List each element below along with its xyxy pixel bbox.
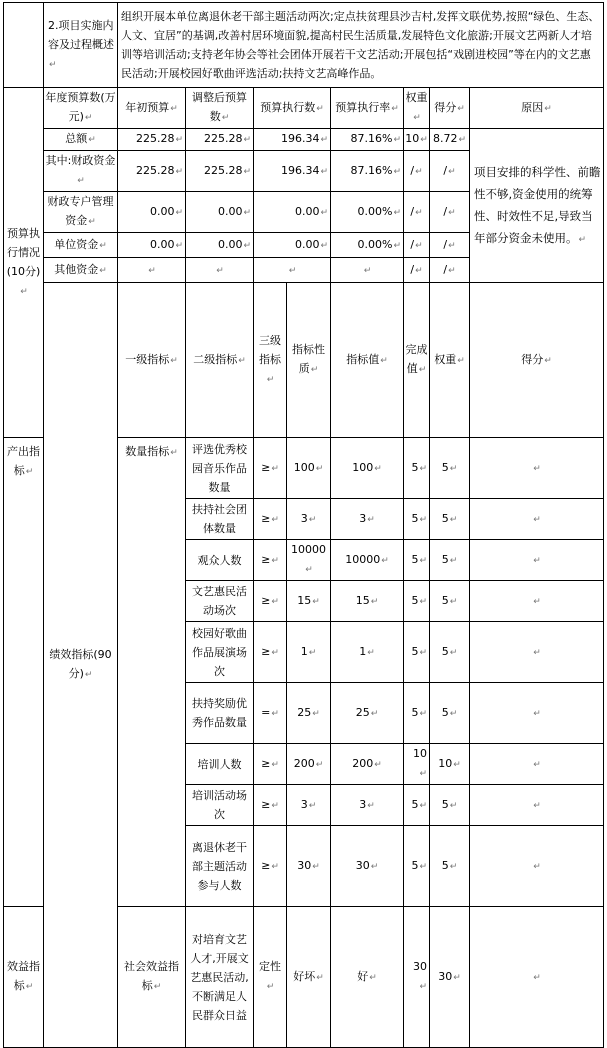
indicator-nature: ≥↵	[254, 438, 287, 499]
indicator-analysis: ↵	[470, 499, 604, 540]
budget-header-executed: 预算执行数↵	[254, 88, 331, 129]
budget-header-adjusted: 调整后预算数↵	[186, 88, 254, 129]
indicator-target: 30↵	[287, 826, 331, 907]
budget-row-weight: /↵	[404, 192, 430, 233]
budget-row-adjusted: 0.00↵	[186, 192, 254, 233]
budget-section-label: 预算执行情况(10分)↵	[4, 88, 44, 438]
indicator-target: 3↵	[287, 785, 331, 826]
budget-row-weight: /↵	[404, 258, 430, 283]
overview-content: 组织开展本单位离退休老干部主题活动两次;定点扶贫理县沙吉村,发挥文联优势,按照“绿色、生态、人文、宜居”的基调,改善村居环境面貌,提高村民生活质量,发展特色文化旅游;开展文艺两新人才培训等培训活动;支持老年协会等社会团体开展若干文艺活动;开展包括“戏剧进校园”等在内的文艺惠民活动;开展校园好歌曲评选活动;扶持文艺高峰作品。	[118, 3, 604, 88]
indicator-target: 3↵	[287, 499, 331, 540]
budget-row-adjusted: ↵	[186, 258, 254, 283]
indicator-score: 5↵	[430, 785, 470, 826]
indicator-score: 10↵	[430, 744, 470, 785]
budget-row-weight: /↵	[404, 233, 430, 258]
indicator-weight: 10↵	[404, 744, 430, 785]
indicator-nature: ≥↵	[254, 581, 287, 622]
indicator-score: 5↵	[430, 540, 470, 581]
indicator-name: 培训活动场次	[186, 785, 254, 826]
indicator-analysis: ↵	[470, 438, 604, 499]
benefit-nature: 定性↵	[254, 907, 287, 1048]
indicator-score: 5↵	[430, 438, 470, 499]
budget-header-row	[4, 88, 604, 129]
benefit-weight: 30↵	[404, 907, 430, 1048]
indicator-nature: ≥↵	[254, 785, 287, 826]
indicator-target: 15↵	[287, 581, 331, 622]
budget-row-score: /↵	[430, 151, 470, 192]
indicator-score: 5↵	[430, 683, 470, 744]
budget-row-name: 单位资金↵	[44, 233, 118, 258]
budget-row-executed: 0.00↵	[254, 192, 331, 233]
indicator-actual: 100↵	[331, 438, 404, 499]
budget-row-name: 其中:财政资金↵	[44, 151, 118, 192]
indicator-target: 100↵	[287, 438, 331, 499]
performance-section-label: 绩效指标(90分)↵	[44, 283, 118, 1048]
indicator-target: 200↵	[287, 744, 331, 785]
budget-row-executed: ↵	[254, 258, 331, 283]
budget-row-name: 财政专户管理资金↵	[44, 192, 118, 233]
indicator-nature: ≥↵	[254, 540, 287, 581]
budget-row-rate: 0.00%↵	[331, 192, 404, 233]
budget-row-score: 8.72↵	[430, 129, 470, 151]
indicator-actual: 200↵	[331, 744, 404, 785]
indicator-name: 文艺惠民活动场次	[186, 581, 254, 622]
budget-row-adjusted: 225.28↵	[186, 151, 254, 192]
indicator-actual: 10000↵	[331, 540, 404, 581]
perf-header-level1: 一级指标↵	[118, 283, 186, 438]
budget-row-rate: 0.00%↵	[331, 233, 404, 258]
overview-label: 2.项目实施内容及过程概述↵	[44, 3, 118, 88]
benefit-name: 对培育文艺人才,开展文艺惠民活动,不断满足人民群众日益	[186, 907, 254, 1048]
benefit-level1: 效益指标↵	[4, 907, 44, 1048]
budget-row-score: /↵	[430, 192, 470, 233]
budget-header-rate: 预算执行率↵	[331, 88, 404, 129]
budget-header-initial: 年初预算↵	[118, 88, 186, 129]
indicator-score: 5↵	[430, 622, 470, 683]
indicator-target: 1↵	[287, 622, 331, 683]
overview-row	[4, 3, 604, 88]
budget-row-adjusted: 225.28↵	[186, 129, 254, 151]
indicator-weight: 5↵	[404, 499, 430, 540]
benefit-analysis: ↵	[470, 907, 604, 1048]
performance-evaluation-table	[3, 2, 604, 1048]
budget-header-reason: 原因↵	[470, 88, 604, 129]
perf-header-actual: 完成值↵	[404, 283, 430, 438]
indicator-target: 25↵	[287, 683, 331, 744]
budget-header-score: 得分↵	[430, 88, 470, 129]
indicator-score: 5↵	[430, 826, 470, 907]
indicator-analysis: ↵	[470, 622, 604, 683]
budget-row-weight: 10↵	[404, 129, 430, 151]
perf-header-level3: 三级指标↵	[254, 283, 287, 438]
perf-header-weight: 权重↵	[430, 283, 470, 438]
benefit-target: 好坏↵	[287, 907, 331, 1048]
benefit-level2: 社会效益指标↵	[118, 907, 186, 1048]
budget-row-adjusted: 0.00↵	[186, 233, 254, 258]
indicator-weight: 5↵	[404, 826, 430, 907]
benefit-actual: 好↵	[331, 907, 404, 1048]
budget-row-initial: 0.00↵	[118, 233, 186, 258]
indicator-actual: 15↵	[331, 581, 404, 622]
indicator-weight: 5↵	[404, 581, 430, 622]
indicator-actual: 3↵	[331, 499, 404, 540]
budget-row-initial: 225.28↵	[118, 151, 186, 192]
indicator-name: 培训人数	[186, 744, 254, 785]
indicator-name: 扶持奖励优秀作品数量	[186, 683, 254, 744]
budget-row-rate: ↵	[331, 258, 404, 283]
budget-header-annual: 年度预算数(万元)↵	[44, 88, 118, 129]
indicator-weight: 5↵	[404, 785, 430, 826]
indicator-weight: 5↵	[404, 683, 430, 744]
indicator-nature: ≥↵	[254, 744, 287, 785]
budget-reason-cell: 项目安排的科学性、前瞻性不够,资金使用的统筹性、时效性不足,导致当年部分资金未使用。↵	[470, 129, 604, 283]
budget-row-initial: 225.28↵	[118, 129, 186, 151]
perf-header-score: 得分↵	[470, 283, 604, 438]
indicator-score: 5↵	[430, 581, 470, 622]
indicator-weight: 5↵	[404, 438, 430, 499]
budget-row-name: 总额↵	[44, 129, 118, 151]
indicator-actual: 30↵	[331, 826, 404, 907]
indicator-weight: 5↵	[404, 540, 430, 581]
budget-header-weight: 权重↵	[404, 88, 430, 129]
indicator-analysis: ↵	[470, 581, 604, 622]
indicator-analysis: ↵	[470, 785, 604, 826]
indicator-name: 观众人数	[186, 540, 254, 581]
indicator-nature: ≥↵	[254, 499, 287, 540]
benefit-score: 30↵	[430, 907, 470, 1048]
indicator-nature: =↵	[254, 683, 287, 744]
indicator-name: 离退休老干部主题活动参与人数	[186, 826, 254, 907]
indicator-actual: 3↵	[331, 785, 404, 826]
overview-blank-cell	[4, 3, 44, 88]
indicator-name: 扶持社会团体数量	[186, 499, 254, 540]
budget-row-executed: 196.34↵	[254, 151, 331, 192]
budget-row-name: 其他资金↵	[44, 258, 118, 283]
budget-row-initial: ↵	[118, 258, 186, 283]
budget-row-initial: 0.00↵	[118, 192, 186, 233]
indicator-analysis: ↵	[470, 826, 604, 907]
budget-row-score: /↵	[430, 258, 470, 283]
budget-row-rate: 87.16%↵	[331, 151, 404, 192]
indicator-name: 校园好歌曲作品展演场次	[186, 622, 254, 683]
budget-row-executed: 0.00↵	[254, 233, 331, 258]
indicator-analysis: ↵	[470, 683, 604, 744]
output-level2: 数量指标↵	[118, 438, 186, 907]
indicator-actual: 1↵	[331, 622, 404, 683]
output-level1: 产出指标↵	[4, 438, 44, 907]
indicator-nature: ≥↵	[254, 622, 287, 683]
indicator-score: 5↵	[430, 499, 470, 540]
perf-header-level2: 二级指标↵	[186, 283, 254, 438]
indicator-name: 评选优秀校园音乐作品数量	[186, 438, 254, 499]
budget-row-score: /↵	[430, 233, 470, 258]
indicator-target: 10000↵	[287, 540, 331, 581]
indicator-actual: 25↵	[331, 683, 404, 744]
indicator-nature: ≥↵	[254, 826, 287, 907]
perf-header-nature: 指标性质↵	[287, 283, 331, 438]
performance-header-row	[4, 283, 604, 438]
indicator-weight: 5↵	[404, 622, 430, 683]
indicator-analysis: ↵	[470, 540, 604, 581]
budget-row-weight: /↵	[404, 151, 430, 192]
budget-row-executed: 196.34↵	[254, 129, 331, 151]
perf-header-target: 指标值↵	[331, 283, 404, 438]
indicator-analysis: ↵	[470, 744, 604, 785]
budget-row-rate: 87.16%↵	[331, 129, 404, 151]
budget-row	[4, 129, 604, 151]
